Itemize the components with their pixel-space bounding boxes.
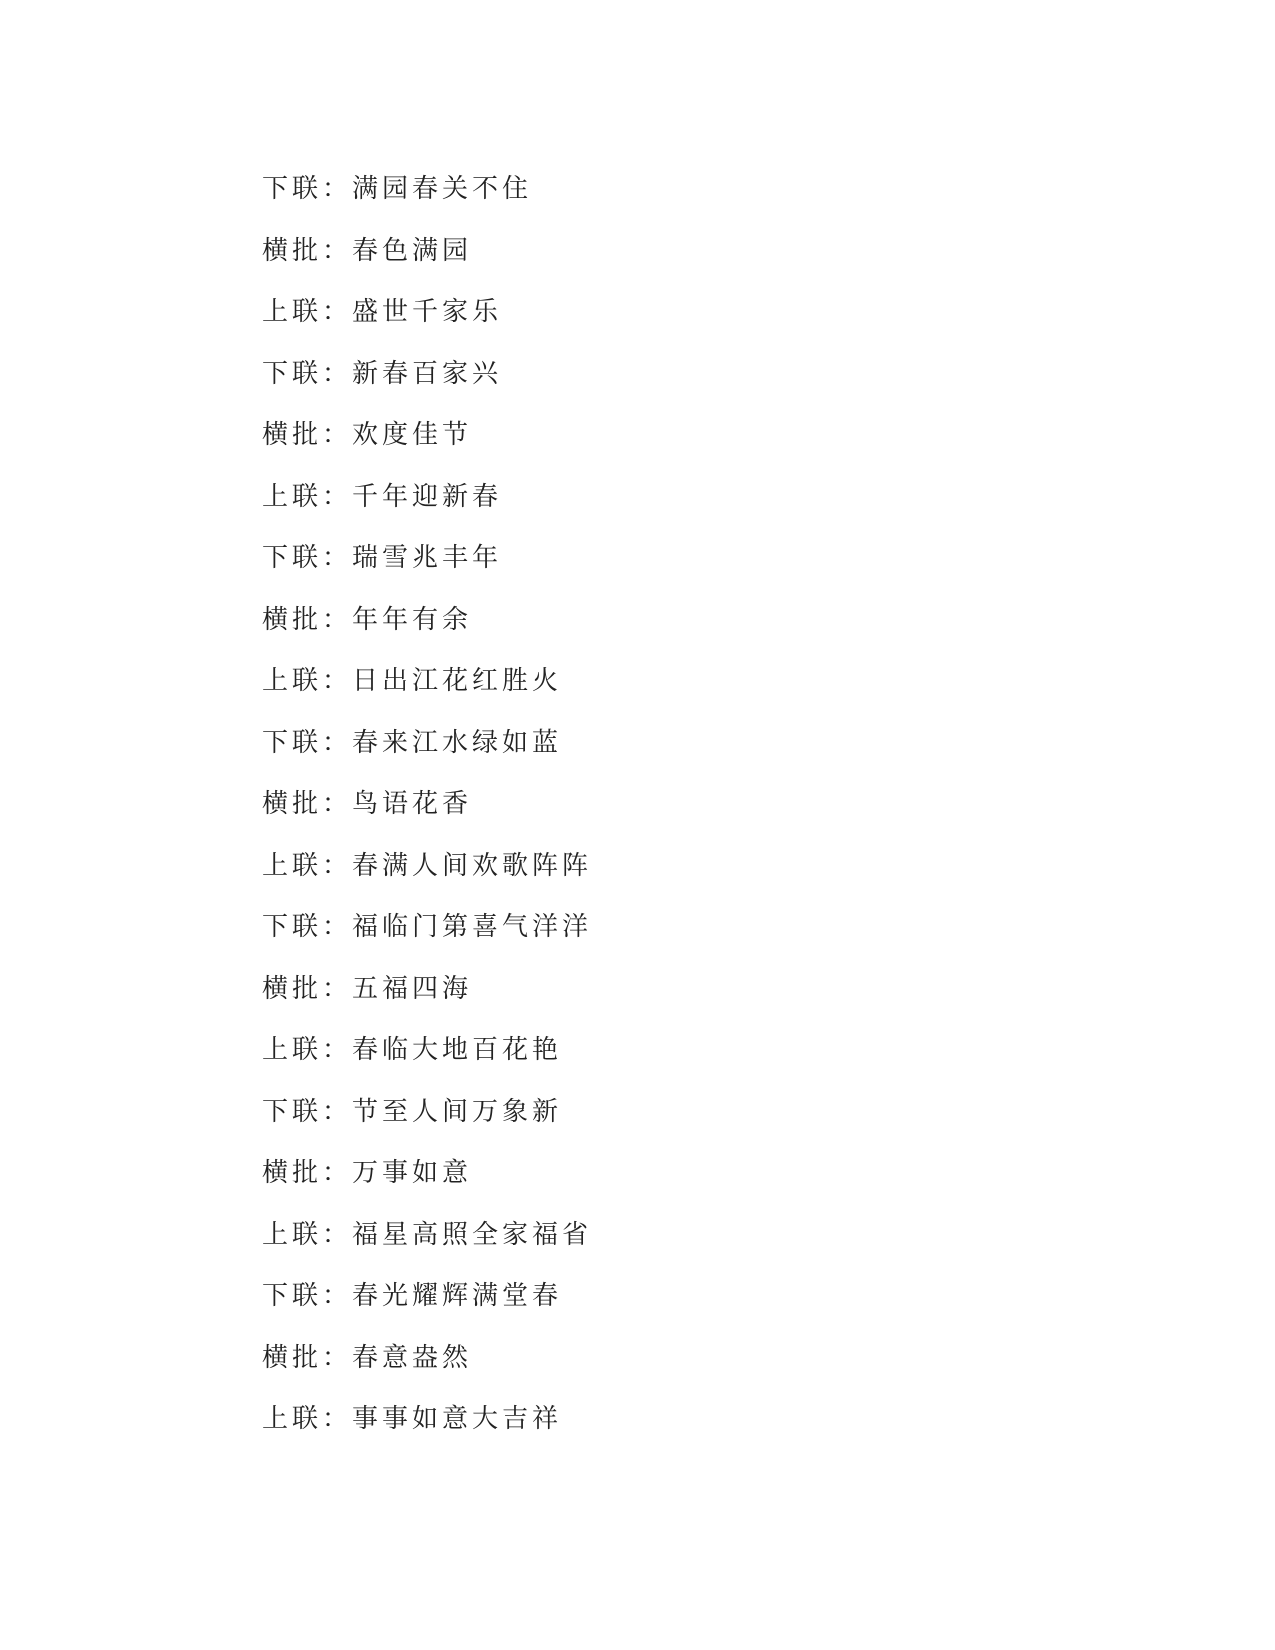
couplet-line: 上联：日出江花红胜火 bbox=[262, 666, 563, 696]
couplet-line: 横批：欢度佳节 bbox=[262, 420, 473, 450]
couplet-line: 横批：万事如意 bbox=[262, 1158, 473, 1188]
couplet-line: 横批：鸟语花香 bbox=[262, 789, 473, 819]
couplet-line: 上联：春临大地百花艳 bbox=[262, 1035, 563, 1065]
couplet-line: 横批：春意盎然 bbox=[262, 1342, 473, 1373]
couplet-line: 横批：五福四海 bbox=[262, 973, 473, 1004]
couplet-line: 横批：年年有余 bbox=[262, 604, 473, 635]
couplet-line: 下联：春来江水绿如蓝 bbox=[262, 727, 563, 758]
couplet-line: 上联：事事如意大吉祥 bbox=[262, 1404, 563, 1434]
couplet-line: 下联：春光耀辉满堂春 bbox=[262, 1281, 563, 1311]
couplet-line: 上联：千年迎新春 bbox=[262, 481, 503, 512]
couplet-line: 上联：福星高照全家福省 bbox=[262, 1219, 593, 1250]
couplet-line: 下联：瑞雪兆丰年 bbox=[262, 543, 503, 573]
couplet-list bbox=[262, 159, 592, 1451]
couplet-line: 上联：盛世千家乐 bbox=[262, 297, 503, 327]
couplet-line: 上联：春满人间欢歌阵阵 bbox=[262, 850, 593, 881]
couplet-line: 下联：满园春关不住 bbox=[262, 174, 533, 204]
couplet-line: 下联：新春百家兴 bbox=[262, 358, 503, 389]
couplet-line: 横批：春色满园 bbox=[262, 235, 473, 266]
couplet-line: 下联：福临门第喜气洋洋 bbox=[262, 912, 593, 942]
couplet-line: 下联：节至人间万象新 bbox=[262, 1096, 563, 1127]
